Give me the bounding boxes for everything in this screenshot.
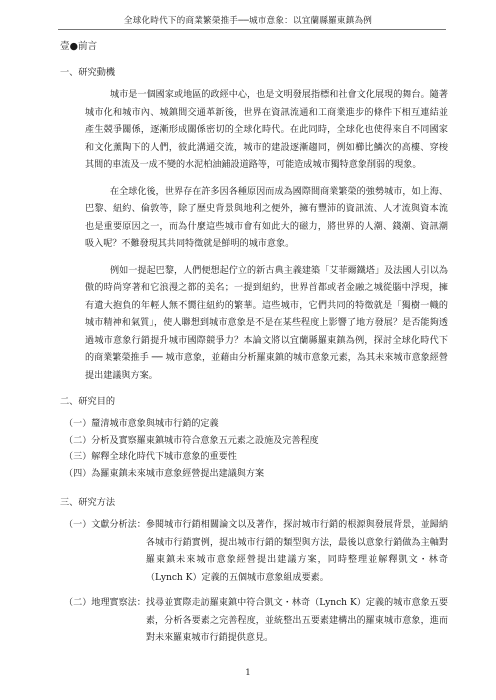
header-rule	[58, 29, 446, 30]
method-label: （一）文獻分析法：	[64, 520, 146, 530]
paragraph: 城市是一個國家或地區的政經中心，也是文明發展指標和社會文化展現的舞台。隨著城市化和城市內、城鎮間交通革新後，世界在資訊流通和工商業進步的條件下相互連結並產生競爭關係，逐漸形成關係密切的全球化時代。在此同時，全球化也使得來自不同國家和文化薰陶下的人們，彼此溝通交流，城市的建設逐漸趨同，例如櫛比鱗次的高樓、穿梭其間的車流及一成不變的水泥柏油鋪設道路等，可能造成城市獨特意象削弱的現象。	[85, 90, 448, 170]
list-item: （二）分析及實察羅東鎮城市符合意象五元素之設施及完善程度	[64, 435, 319, 446]
page-number: 1	[245, 668, 251, 678]
list-item: （一）釐清城市意象與城市行銷的定義	[64, 419, 219, 429]
method-text: 參閱城市行銷相關論文以及著作，探討城市行銷的根源與發展背景，並歸納各城市行銷實例，提出城市行銷的類型與方法，最後以意象行銷做為主軸對羅東鎮未來城市意象經營提出建議方案，同時整理並解釋凱文・林奇（Lynch K）定義的五個城市意象組成要素。	[145, 520, 448, 583]
paragraph: 在全球化後，世界存在許多因各種原因而成為國際間商業繁榮的強勢城市，如上海、巴黎、紐約、倫敦等，除了歷史背景與地利之便外，擁有豐沛的資訊流、人才流與資本流也是重要原因之一，而為什麼這些城市會有如此大的磁力，將世界的人潮、錢潮、資訊潮吸入呢？不難發現其共同特徵就是鮮明的城市意象。	[85, 186, 448, 249]
purpose-list	[64, 416, 448, 482]
method-label: （二）地理實察法：	[64, 598, 146, 608]
method-item	[64, 517, 448, 587]
list-item: （三）解釋全球化時代下城市意象的重要性	[64, 452, 237, 462]
page-content	[58, 38, 448, 656]
section-heading: 壹●前言	[60, 41, 98, 52]
subsection-heading-method: 三、研究方法	[60, 497, 116, 508]
subsection-heading-motivation: 一、研究動機	[60, 67, 116, 78]
subsection-heading-purpose: 二、研究目的	[60, 396, 116, 407]
paragraph: 例如一提起巴黎，人們便想起佇立的新古典主義建築「艾菲爾鐵塔」及法國人引以為傲的時尚穿著和它浪漫之都的美名；一提到紐約，世界首都或者金融之城從腦中浮現，擁有遺大抱負的年輕人無不嚮往紐約的繁華。這些城市，它們共同的特徵就是「獨樹一幟的城市精神和氣質」，使人聯想到城市意象是不是在某些程度上影響了地方發展？是否能夠透過城市意象行銷提升城市國際競爭力？本論文將以宜蘭縣羅東鎮為例，探討全球化時代下的商業繁榮推手 ── 城市意象，並藉由分析羅東鎮的城市意象元素，為其未來城市意象經營提出建議與方案。	[85, 265, 448, 381]
running-header: 全球化時代下的商業繁榮推手──城市意象：以宜蘭縣羅東鎮為例	[123, 16, 373, 26]
list-item: （四）為羅東鎮未來城市意象經營提出建議與方案	[64, 468, 265, 479]
method-item	[64, 595, 448, 648]
method-text: 找尋並實際走訪羅東鎮中符合凱文・林奇（Lynch K）定義的城市意象五要素，分析各要素之完善程度，並統整出五要素建構出的羅東城市意象，進而對未來羅東城市行銷提供意見。	[145, 598, 448, 643]
